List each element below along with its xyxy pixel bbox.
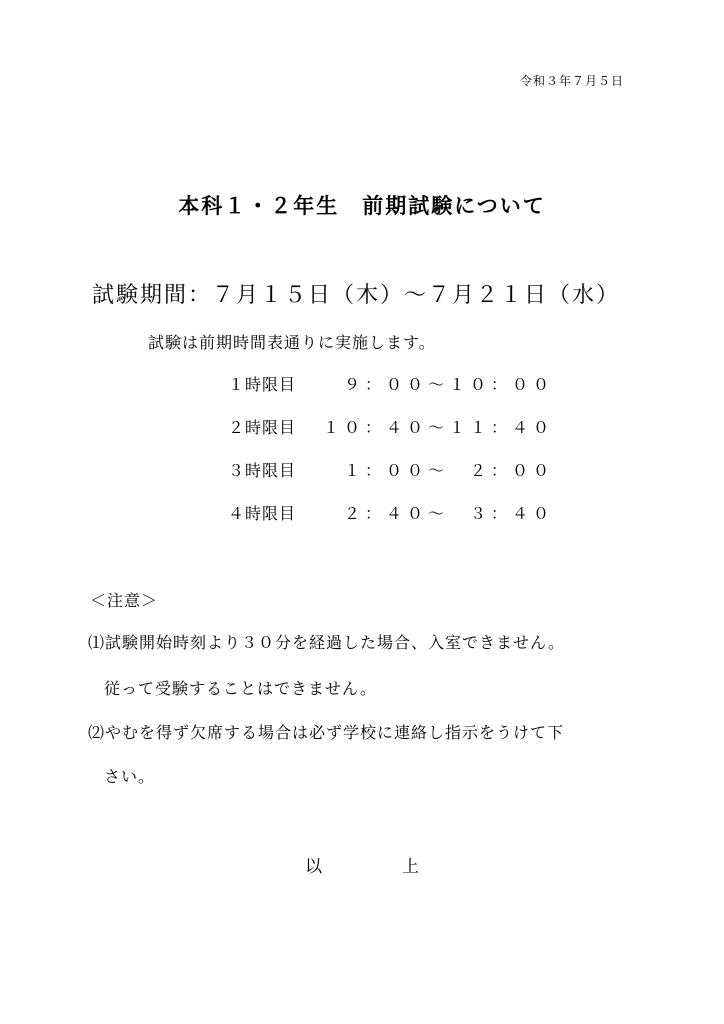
schedule-time-3: １：００～ ２：００: [343, 461, 554, 480]
notes-heading: ＜注意＞: [90, 591, 159, 610]
note-1-line-1: ⑴試験開始時刻より３０分を経過した場合、入室できません。: [88, 633, 565, 652]
document-title: 本科１・２年生 前期試験について: [178, 193, 546, 218]
schedule-period-2: ２時限目: [228, 418, 297, 437]
schedule-intro: 試験は前期時間表通りに実施します。: [148, 333, 436, 352]
exam-period: 試験期間：７月１５日（木）～７月２１日（水）: [92, 283, 621, 308]
document-date: 令和３年７月５日: [520, 74, 625, 88]
note-2-line-2: さい。: [104, 767, 156, 786]
schedule-time-2: １０：４０～１１：４０: [322, 418, 554, 437]
schedule-period-4: ４時限目: [228, 504, 297, 523]
note-1-line-2: 従って受験することはできません。: [104, 679, 377, 698]
closing-right: 上: [402, 857, 419, 877]
schedule-time-4: ２：４０～ ３：４０: [343, 504, 554, 523]
schedule-period-1: １時限目: [228, 375, 297, 394]
closing-left: 以: [305, 857, 322, 877]
note-2-line-1: ⑵やむを得ず欠席する場合は必ず学校に連絡し指示をうけて下: [88, 723, 565, 742]
schedule-time-1: ９：００～１０：００: [343, 375, 554, 394]
schedule-period-3: ３時限目: [228, 461, 297, 480]
